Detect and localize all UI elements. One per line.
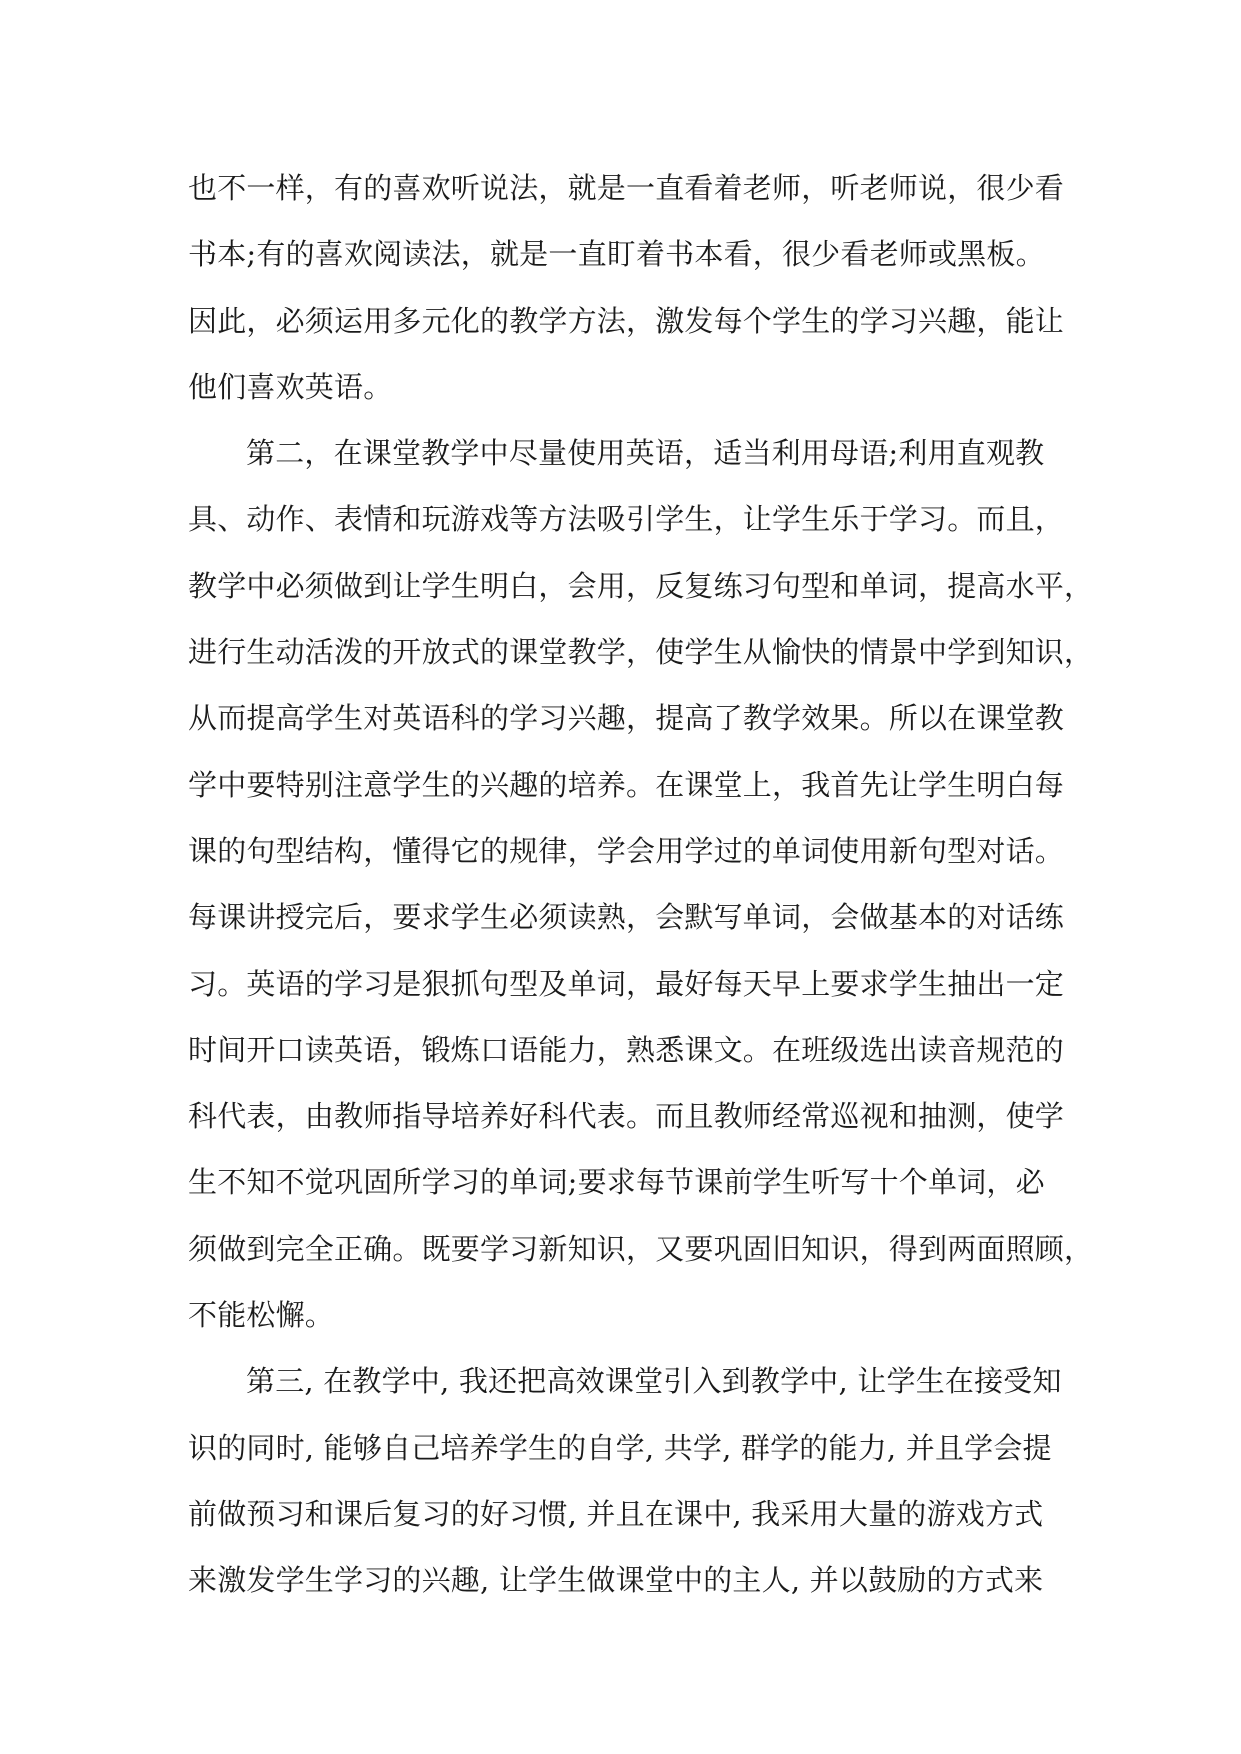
text-line: 习。英语的学习是狠抓句型及单词，最好每天早上要求学生抽出一定: [188, 966, 1065, 1001]
text-line: 具、动作、表情和玩游戏等方法吸引学生，让学生乐于学习。而且，: [188, 502, 1065, 537]
text-line: 生不知不觉巩固所学习的单词;要求每节课前学生听写十个单词，必: [188, 1165, 1045, 1200]
text-line: 时间开口读英语，锻炼口语能力，熟悉课文。在班级选出读音规范的: [188, 1032, 1065, 1067]
text-line: 科代表，由教师指导培养好科代表。而且教师经常巡视和抽测，使学: [188, 1099, 1065, 1134]
text-line: 书本;有的喜欢阅读法，就是一直盯着书本看，很少看老师或黑板。: [188, 237, 1045, 272]
text-line: 他们喜欢英语。: [188, 369, 393, 404]
text-line: 前做预习和课后复习的好习惯, 并且在课中, 我采用大量的游戏方式: [188, 1496, 1044, 1531]
text-line: 从而提高学生对英语科的学习兴趣，提高了教学效果。所以在课堂教: [188, 701, 1065, 736]
text-line: 教学中必须做到让学生明白，会用，反复练习句型和单词，提高水平，: [188, 568, 1094, 603]
text-line: 学中要特别注意学生的兴趣的培养。在课堂上，我首先让学生明白每: [188, 767, 1065, 802]
text-line: 进行生动活泼的开放式的课堂教学，使学生从愉快的情景中学到知识，: [188, 635, 1094, 670]
paragraph-start-line: 第三, 在教学中, 我还把高效课堂引入到教学中, 让学生在接受知: [246, 1364, 1062, 1399]
text-line: 识的同时, 能够自己培养学生的自学, 共学, 群学的能力, 并且学会提: [188, 1430, 1052, 1465]
text-line: 不能松懈。: [188, 1298, 335, 1333]
text-line: 须做到完全正确。既要学习新知识，又要巩固旧知识，得到两面照顾，: [188, 1231, 1094, 1266]
text-line: 来激发学生学习的兴趣, 让学生做课堂中的主人, 并以鼓励的方式来: [188, 1563, 1044, 1598]
paragraph-start-line: 第二，在课堂教学中尽量使用英语，适当利用母语;利用直观教: [246, 436, 1045, 471]
text-line: 也不一样，有的喜欢听说法，就是一直看着老师，听老师说，很少看: [188, 171, 1065, 205]
text-line: 因此，必须运用多元化的教学方法，激发每个学生的学习兴趣，能让: [188, 303, 1065, 338]
text-line: 每课讲授完后，要求学生必须读熟，会默写单词，会做基本的对话练: [188, 900, 1065, 935]
document-body: [188, 155, 1094, 1614]
text-line: 课的句型结构，懂得它的规律，学会用学过的单词使用新句型对话。: [188, 833, 1065, 868]
